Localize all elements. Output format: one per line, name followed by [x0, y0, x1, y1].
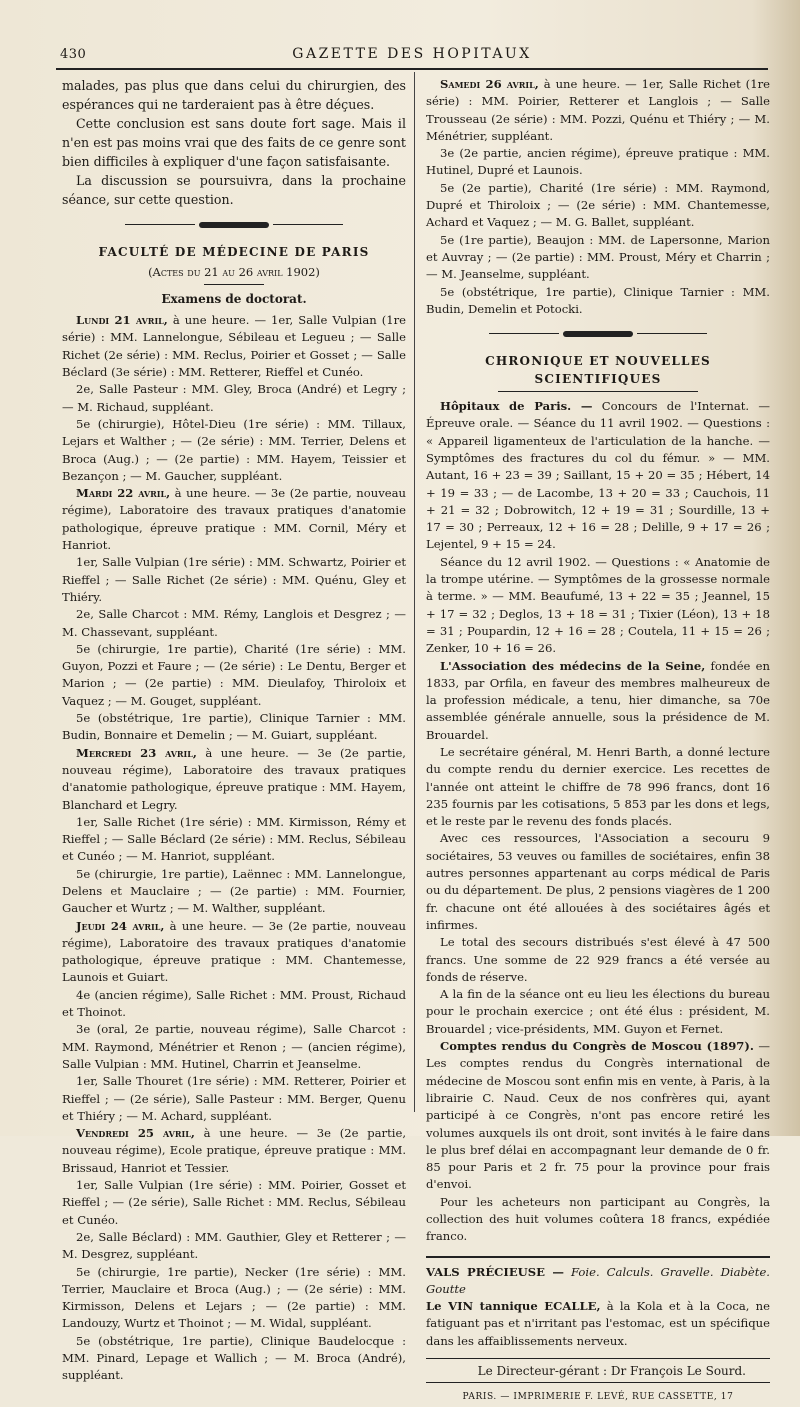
paragraph-text: 3e (oral, 2e partie, nouveau régime), Salle Charcot : MM. Raymond, Ménétrier et Renon ; — (ancien régime), Salle Vulpian : MM. Hutinel, Charrin et Jeanselme. [62, 1022, 406, 1071]
paragraph-text: Le secrétaire général, M. Henri Barth, a donné lecture du compte rendu du dernier exercice. Les recettes de l'année ont atteint le chiffre de 78 996 francs, dont 16 235 fournis par les cotisations, 5 853 par les dons et legs, et le reste par le revenu des fonds placés. [426, 744, 770, 829]
paragraph-text: 5e (2e partie), Charité (1re série) : MM. Raymond, Dupré et Thiroloix ; — (2e série) : MM. Chantemesse, Achard et Vaquez ; — M. G. Ballet, suppléant. [426, 180, 770, 230]
text-paragraph [426, 554, 770, 658]
paragraph-text: à une heure. — 3e (2e partie, nouveau régime), Laboratoire des travaux pratiques d'anatomie pathologique, épreuve pratique : MM. Cornil, Méry et Hanriot. [62, 486, 406, 553]
ad-italic: Foie. Calculs. Gravelle. Diabète. Goutte [426, 1264, 770, 1296]
journal-title: GAZETTE DES HOPITAUX [292, 46, 532, 62]
text-paragraph [62, 485, 406, 554]
ad-product: Le VIN tannique ECALLE, [426, 1299, 601, 1314]
paragraph-text: Le total des secours distribués s'est élevé à 47 500 francs. Une somme de 22 929 francs a été versée au fonds de réserve. [426, 935, 770, 984]
paragraph-lead: Hôpitaux de Paris. — [440, 399, 593, 414]
paragraph-lead: Lundi 21 avril, [76, 313, 168, 328]
section-subtitle: (Actes du 21 au 26 avril 1902) [148, 264, 320, 279]
text-paragraph [62, 1021, 406, 1073]
paragraph-text: à une heure. — 1er, Salle Richet (1re série) : MM. Poirier, Retterer et Langlois ; — Salle Trousseau (2e série) : MM. Pozzi, Quénu et Thiéry ; — M. Ménétrier, suppléant. [426, 77, 770, 143]
right-column [426, 76, 770, 1407]
text-paragraph [426, 830, 770, 934]
signature: Le Directeur-gérant : Dr François Le Sourd. [477, 1364, 746, 1379]
text-paragraph [62, 745, 406, 814]
section-ornament [62, 217, 406, 234]
text-paragraph [426, 1038, 770, 1194]
text-paragraph [62, 710, 406, 745]
paragraph-text: 5e (obstétrique, 1re partie), Clinique Tarnier : MM. Budin, Bonnaire et Demelin ; — M. Guiart, suppléant. [62, 711, 406, 743]
text-paragraph [62, 814, 406, 866]
chronique-title: CHRONIQUE ET NOUVELLES SCIENTIFIQUES [485, 354, 711, 386]
paragraph-lead: L'Association des médecins de la Seine, [440, 658, 706, 673]
ad-lead: VALS PRÉCIEUSE — [426, 1264, 564, 1279]
paragraph-text: à une heure. — 1er, Salle Vulpian (1re série) : MM. Lannelongue, Sébileau et Legueu ; — Salle Richet (2e série) : MM. Reclus, Poirier et Gosset ; — Salle Béclard (3e série) : MM. Retterer, Rieffel et Cunéo. [62, 313, 407, 380]
text-paragraph [426, 232, 770, 284]
printer-line: PARIS. — IMPRIMERIE F. LEVÉ, RUE CASSETTE, 17 [462, 1392, 734, 1403]
paragraph-text: 5e (obstétrique, 1re partie), Clinique Tarnier : MM. Budin, Demelin et Potocki. [426, 284, 770, 316]
advertisement-body [426, 1298, 770, 1350]
text-paragraph [62, 866, 406, 918]
text-paragraph [426, 284, 770, 319]
text-paragraph [426, 934, 770, 986]
paragraph-text: 4e (ancien régime), Salle Richet : MM. Proust, Richaud et Thoinot. [62, 987, 406, 1020]
footer-rule [426, 1358, 770, 1359]
intro-paragraph: La discussion se poursuivra, dans la prochaine séance, sur cette question. [62, 173, 406, 207]
text-paragraph [426, 1194, 770, 1246]
paragraph-text: — Les comptes rendus du Congrès international de médecine de Moscou sont enfin mis en vente, à Paris, à la librairie C. Naud. Ceux de nos confrères qui, ayant participé à ce Congrès, n'ont pas encore retiré les volumes auxquels ils ont droit, sont invités à le faire dans le plus bref délai en accompagnant leur demande de 0 fr. 85 pour Paris et 2 fr. 75 pour la province pour frais d'envoi. [426, 1039, 771, 1192]
paragraph-text: Avec ces ressources, l'Association a secouru 9 sociétaires, 53 veuves ou familles de sociétaires, enfin 38 autres personnes appartenant au corps médical de Paris ou du département. De plus, 2 pensions viagères de 1 200 fr. chacune ont été allouées à des sociétaires âgés et infirmes. [426, 831, 770, 932]
paragraph-text: 1er, Salle Thouret (1re série) : MM. Retterer, Poirier et Rieffel ; — (2e série), Salle Pasteur : MM. Berger, Quenu et Thiéry ; — M. Achard, suppléant. [62, 1074, 406, 1123]
text-paragraph [426, 145, 770, 180]
paragraph-text: 2e, Salle Charcot : MM. Rémy, Langlois et Desgrez ; — M. Chassevant, suppléant. [62, 607, 406, 639]
header-rule [56, 68, 768, 70]
text-paragraph [426, 76, 770, 145]
text-paragraph [426, 658, 770, 744]
column-divider [414, 72, 415, 1112]
short-rule [498, 391, 698, 392]
text-paragraph [62, 1125, 406, 1177]
paragraph-lead: Samedi 26 avril, [440, 77, 539, 91]
text-paragraph [62, 918, 406, 987]
paragraph-text: 1er, Salle Vulpian (1re série) : MM. Poirier, Gosset et Rieffel ; — (2e série), Salle Richet : MM. Reclus, Sébileau et Cunéo. [62, 1178, 406, 1227]
paragraph-text: 5e (chirurgie, 1re partie), Laënnec : MM. Lannelongue, Delens et Mauclaire ; — (2e partie) : MM. Fournier, Gaucher et Wurtz ; — M. Walther, suppléant. [62, 866, 406, 916]
paragraph-text: 1er, Salle Richet (1re série) : MM. Kirmisson, Rémy et Rieffel ; — Salle Béclard (2e série) : MM. Reclus, Sébileau et Cunéo ; — M. Hanriot, suppléant. [62, 814, 406, 864]
paragraph-text: 5e (chirurgie), Hôtel-Dieu (1re série) : MM. Tillaux, Lejars et Walther ; — (2e série) : MM. Terrier, Delens et Broca (Aug.) ; — (2e partie) : MM. Hayem, Teissier et Bezançon ; — M. Gaucher, suppléant. [62, 416, 406, 483]
paragraph-text: 1er, Salle Vulpian (1re série) : MM. Schwartz, Poirier et Rieffel ; — Salle Richet (2e série) : MM. Quénu, Gley et Thiéry. [62, 555, 406, 604]
page-header [56, 44, 768, 66]
text-paragraph [426, 180, 770, 232]
text-paragraph [62, 606, 406, 641]
text-paragraph [62, 381, 406, 416]
chronique-list [426, 398, 770, 1246]
section-title: FACULTÉ DE MÉDECINE DE PARIS [98, 245, 370, 260]
footer-rule [426, 1382, 770, 1383]
paragraph-text: 2e, Salle Pasteur : MM. Gley, Broca (André) et Legry ; — M. Richaud, suppléant. [62, 382, 406, 414]
paragraph-text: 3e (2e partie, ancien régime), épreuve pratique : MM. Hutinel, Dupré et Launois. [426, 146, 770, 178]
text-paragraph [62, 987, 406, 1022]
paragraph-text: Pour les acheteurs non participant au Congrès, la collection des huit volumes coûtera 18 francs, expédiée franco. [426, 1194, 770, 1244]
paragraph-text: à une heure. — 3e (2e partie, nouveau régime), Laboratoire des travaux pratiques d'anatomie pathologique, épreuve pratique : MM. Hayem, Blanchard et Legry. [62, 745, 406, 812]
text-paragraph [426, 986, 770, 1038]
intro-paragraph: malades, pas plus que dans celui du chirurgien, des espérances qui ne tarderaient pas à être déçues. [62, 78, 406, 112]
paragraph-lead: Vendredi 25 avril, [76, 1126, 195, 1141]
paragraph-text: 5e (obstétrique, 1re partie), Clinique Baudelocque : MM. Pinard, Lepage et Wallich ; — M. Broca (André), suppléant. [62, 1333, 406, 1383]
paragraph-lead: Comptes rendus du Congrès de Moscou (1897). [440, 1039, 754, 1054]
ad-description: à la Kola et à la Coca, ne fatiguant pas et n'irritant pas l'estomac, est un spécifique dans les affaiblissements nerveux. [426, 1299, 770, 1348]
text-paragraph [62, 1229, 406, 1264]
paragraph-text: 5e (chirurgie, 1re partie), Necker (1re série) : MM. Terrier, Mauclaire et Broca (Aug.) ; — (2e série) : MM. Kirmisson, Delens et Lejars ; — (2e partie) : MM. Landouzy, Wurtz et Thoinot ; — M. Widal, suppléant. [62, 1264, 406, 1331]
text-paragraph [62, 1073, 406, 1125]
ad-rule [426, 1256, 770, 1258]
paragraph-text: 2e, Salle Béclard) : MM. Gauthier, Gley et Retterer ; — M. Desgrez, suppléant. [62, 1229, 406, 1262]
paragraph-text: fondée en 1833, par Orfila, en faveur des membres malheureux de la profession médicale, a tenu, hier dimanche, sa 70e assemblée générale annuelle, sous la présidence de M. Brouardel. [426, 658, 770, 742]
intro-paragraph: Cette conclusion est sans doute fort sage. Mais il n'en est pas moins vrai que des faits de ce genre sont bien difficiles à expliquer d'une façon satisfaisante. [62, 116, 406, 169]
text-paragraph [62, 1333, 406, 1385]
paragraph-text: à une heure. — 3e (2e partie, nouveau régime), Ecole pratique, épreuve pratique : MM. Brissaud, Hanriot et Tessier. [62, 1126, 407, 1175]
paragraph-text: A la fin de la séance ont eu lieu les élections du bureau pour le prochain exercice ; ont été élus : président, M. Brouardel ; vice-présidents, MM. Guyon et Fernet. [426, 987, 770, 1036]
exam-title: Examens de doctorat. [161, 291, 307, 306]
short-rule [204, 284, 264, 285]
left-column [62, 76, 406, 1385]
section-ornament [426, 326, 770, 343]
page-number: 430 [60, 47, 87, 62]
paragraph-lead: Mercredi 23 avril, [76, 745, 197, 760]
paragraph-text: Séance du 12 avril 1902. — Questions : « Anatomie de la trompe utérine. — Symptômes de la grossesse normale à terme. » — MM. Beaufumé, 13 + 22 = 35 ; Jeannel, 15 + 17 = 32 ; Deglos, 13 + 18 = 31 ; Tixier (Léon), 13 + 18 = 31 ; Poupardin, 12 + 16 = 28 ; Coutela, 11 + 15 = 26 ; Zenker, 10 + 16 = 26. [426, 554, 770, 656]
text-paragraph [62, 312, 406, 381]
paragraph-text: 5e (1re partie), Beaujon : MM. de Lapersonne, Marion et Auvray ; — (2e partie) : MM. Proust, Méry et Charrin ; — M. Jeanselme, suppléant. [426, 232, 770, 282]
paragraph-text: Concours de l'Internat. — Épreuve orale. — Séance du 11 avril 1902. — Questions : « Appareil ligamenteux de l'articulation de la hanche. — Symptômes des fractures du col du fémur. » — MM. Autant, 16 + 23 = 39 ; Saillant, 15 + 20 = 35 ; Hébert, 14 + 19 = 33 ; — de Lacombe, 13 + 20 = 33 ; Cauchois, 11 + 21 = 32 ; Dobrowitch, 12 + 19 = 31 ; Sourdille, 13 + 17 = 30 ; Perreaux, 12 + 16 = 28 ; Delille, 9 + 17 = 26 ; Lejentel, 9 + 15 = 24. [426, 399, 770, 552]
text-paragraph [62, 554, 406, 606]
paragraph-lead: Mardi 22 avril, [76, 486, 171, 501]
text-paragraph [426, 744, 770, 830]
text-paragraph [62, 416, 406, 485]
text-paragraph [62, 641, 406, 710]
text-paragraph [62, 1264, 406, 1333]
exam-list-continued [426, 76, 770, 318]
paragraph-text: 5e (chirurgie, 1re partie), Charité (1re série) : MM. Guyon, Pozzi et Faure ; — (2e série) : Le Dentu, Berger et Marion ; — (2e partie) : MM. Dieulafoy, Thiroloix et Vaquez ; — M. Gouget, suppléant. [62, 641, 406, 708]
text-paragraph [62, 1177, 406, 1229]
advertisement [426, 1264, 770, 1299]
paragraph-text: à une heure. — 3e (2e partie, nouveau régime), Laboratoire des travaux pratiques d'anatomie pathologique, épreuve pratique : MM. Chantemesse, Launois et Guiart. [62, 918, 406, 985]
text-paragraph [426, 398, 770, 554]
paragraph-lead: Jeudi 24 avril, [76, 918, 165, 933]
exam-list [62, 312, 406, 1384]
